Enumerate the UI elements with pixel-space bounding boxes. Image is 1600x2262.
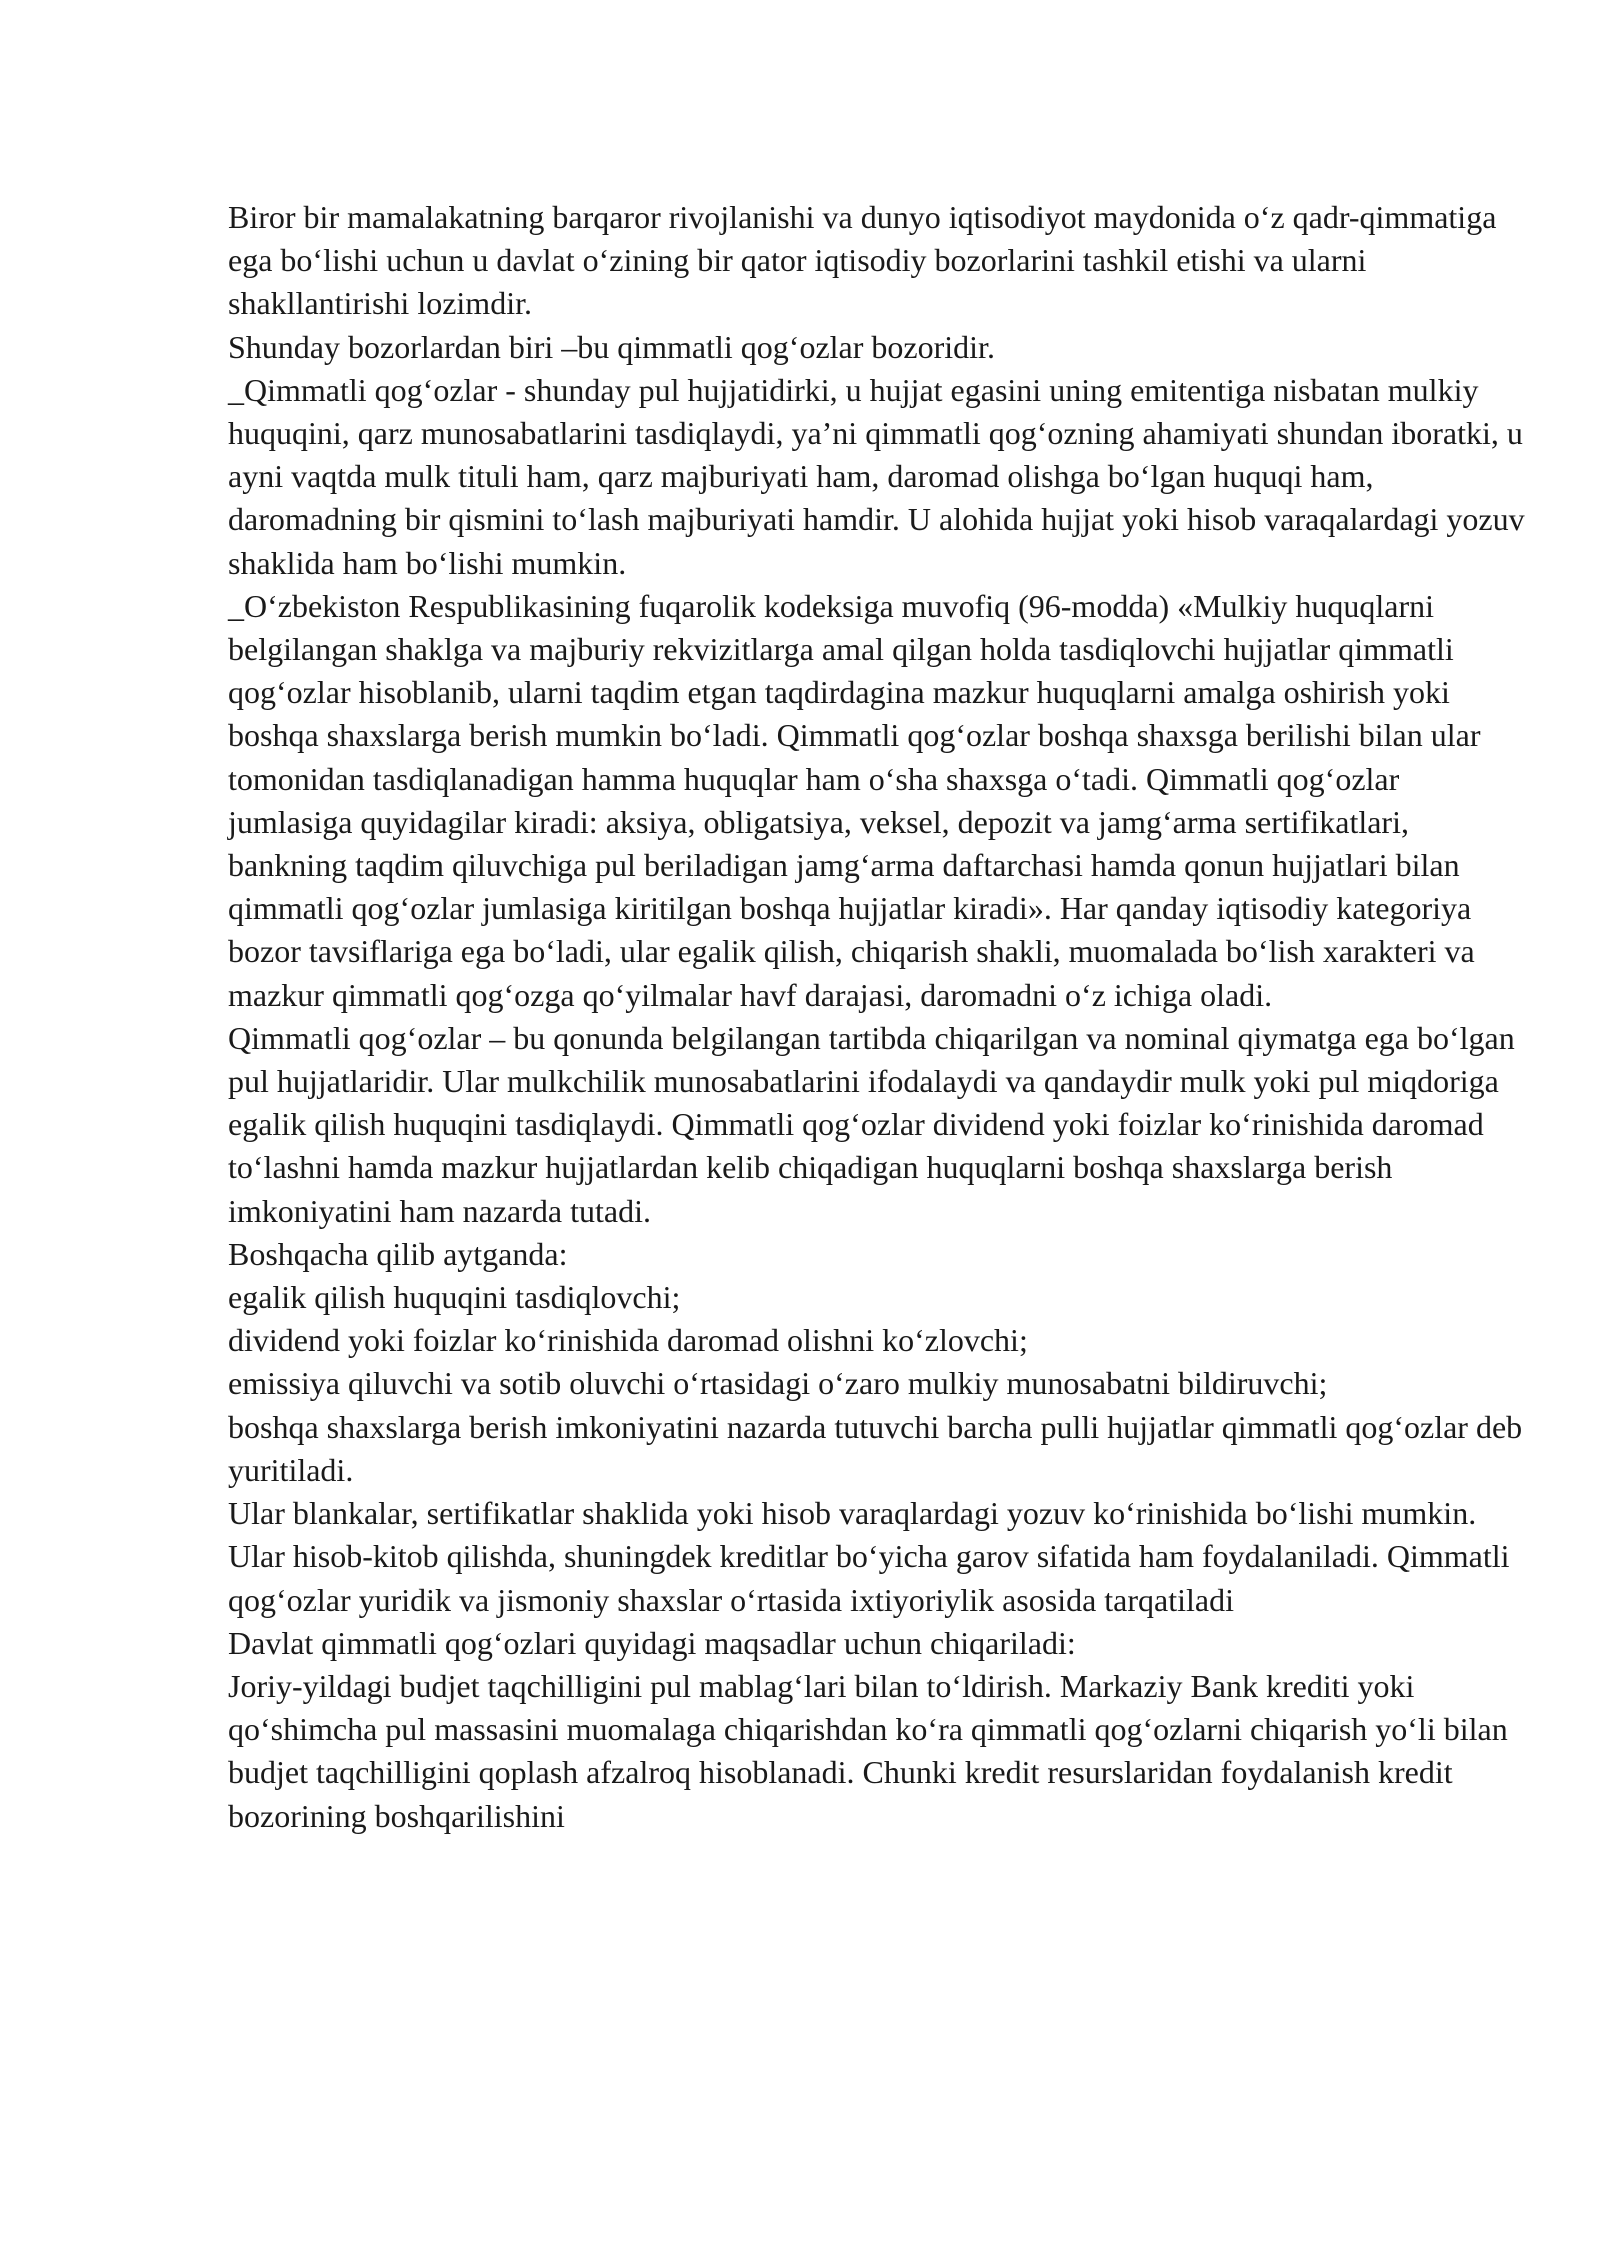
paragraph-state-securities: Davlat qimmatli qog‘ozlari quyidagi maqsadlar uchun chiqariladi: (228, 1624, 1076, 1661)
document-page (228, 196, 1528, 1838)
paragraph-intro: Biror bir mamalakatning barqaror rivojlanishi va dunyo iqtisodiyot maydonida o‘z qadr-qimmatiga ega bo‘lishi uchun u davlat o‘zining bir qator iqtisodiy bozorlarini tashkil etishi va ularni shakllantirishi lozimdir. (228, 199, 1497, 322)
paragraph-forms: Ular blankalar, sertifikatlar shaklida yoki hisob varaqlardagi yozuv ko‘rinishida bo‘lishi mumkin. Ular hisob-kitob qilishda, shuningdek kreditlar bo‘yicha garov sifatida ham foydalaniladi. Qimmatli qog‘ozlar yuridik va jismoniy shaxslar o‘rtasida ixtiyoriylik asosida tarqatiladi (228, 1495, 1510, 1618)
paragraph-market: Shunday bozorlardan biri –bu qimmatli qog‘ozlar bozoridir. (228, 328, 995, 365)
list-item-transfer: boshqa shaxslarga berish imkoniyatini nazarda tutuvchi barcha pulli hujjatlar qimmatli qog‘ozlar deb yuritiladi. (228, 1408, 1523, 1488)
paragraph-definition: _Qimmatli qog‘ozlar - shunday pul hujjatidirki, u hujjat egasini uning emitentiga nisbatan mulkiy huquqini, qarz munosabatlarini tasdiqlaydi, ya’ni qimmatli qog‘ozning ahamiyati shundan iboratki, u ayni vaqtda mulk tituli ham, qarz majburiyati ham, daromad olishga bo‘lgan huquqi ham, daromadning bir qismini to‘lash majburiyati hamdir. U alohida hujjat yoki hisob varaqalardagi yozuv shaklida ham bo‘lishi mumkin. (228, 371, 1525, 581)
paragraph-budget-deficit: Joriy-yildagi budjet taqchilligini pul mablag‘lari bilan to‘ldirish. Markaziy Bank krediti yoki qo‘shimcha pul massasini muomalaga chiqarishdan ko‘ra qimmatli qog‘ozlarni chiqarish yo‘li bilan budjet taqchilligini qoplash afzalroq hisoblanadi. Chunki kredit resurslaridan foydalanish kredit bozorining boshqarilishini (228, 1667, 1508, 1834)
list-item-dividend: dividend yoki foizlar ko‘rinishida daromad olishni ko‘zlovchi; (228, 1322, 1028, 1359)
paragraph-civil-code: _O‘zbekiston Respublikasining fuqarolik kodeksiga muvofiq (96-modda) «Mulkiy huquqlarni belgilangan shaklga va majburiy rekvizitlarga amal qilgan holda tasdiqlovchi hujjatlar qimmatli qog‘ozlar hisoblanib, ularni taqdim etgan taqdirdagina mazkur huquqlarni amalga oshirish yoki boshqa shaxslarga berish mumkin bo‘ladi. Qimmatli qog‘ozlar boshqa shaxsga berilishi bilan ular tomonidan tasdiqlanadigan hamma huquqlar ham o‘sha shaxsga o‘tadi. Qimmatli qog‘ozlar jumlasiga quyidagilar kiradi: aksiya, obligatsiya, veksel, depozit va jamg‘arma sertifikatlari, bankning taqdim qiluvchiga pul beriladigan jamg‘arma daftarchasi hamda qonun hujjatlari bilan qimmatli qog‘ozlar jumlasiga kiritilgan boshqa hujjatlar kiradi». Har qanday iqtisodiy kategoriya bozor tavsiflariga ega bo‘ladi, ular egalik qilish, chiqarish shakli, muomalada bo‘lish xarakteri va mazkur qimmatli qog‘ozga qo‘yilmalar havf darajasi, daromadni o‘z ichiga oladi. (228, 587, 1481, 1013)
list-item-ownership: egalik qilish huquqini tasdiqlovchi; (228, 1279, 681, 1316)
list-item-emission: emissiya qiluvchi va sotib oluvchi o‘rtasidagi o‘zaro mulkiy munosabatni bildiruvchi; (228, 1365, 1328, 1402)
paragraph-securities-law: Qimmatli qog‘ozlar – bu qonunda belgilangan tartibda chiqarilgan va nominal qiymatga ega bo‘lgan pul hujjatlaridir. Ular mulkchilik munosabatlarini ifodalaydi va qandaydir mulk yoki pul miqdoriga egalik qilish huquqini tasdiqlaydi. Qimmatli qog‘ozlar dividend yoki foizlar ko‘rinishida daromad to‘lashni hamda mazkur hujjatlardan kelib chiqadigan huquqlarni boshqa shaxslarga berish imkoniyatini ham nazarda tutadi. (228, 1019, 1515, 1229)
paragraph-in-other-words: Boshqacha qilib aytganda: (228, 1235, 568, 1272)
